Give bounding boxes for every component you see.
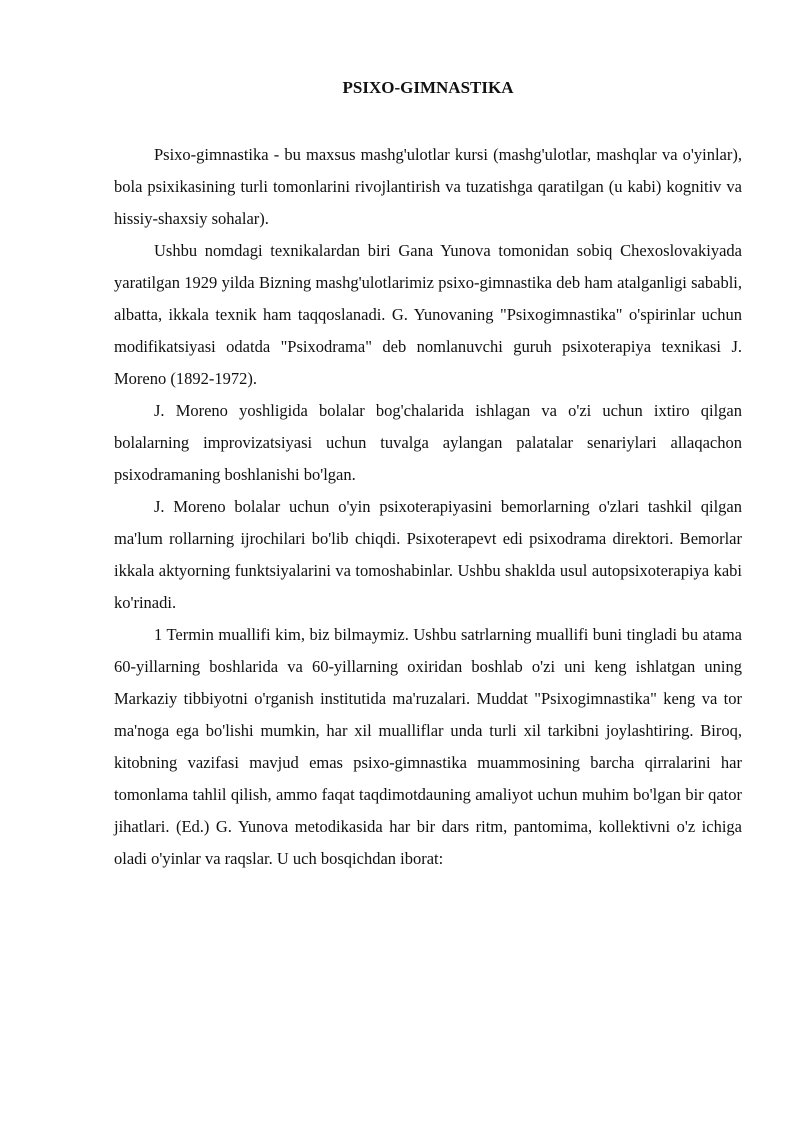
paragraph-definition: Psixo-gimnastika - bu maxsus mashg'ulotlar kursi (mashg'ulotlar, mashqlar va o'yinlar), bola psixikasining turli tomonlarini rivojlantirish va tuzatishga qaratilgan (u kabi) kognitiv va hissiy-shaxsiy sohalar). (114, 145, 742, 228)
document-page (114, 72, 742, 875)
paragraph-moreno-youth: J. Moreno yoshligida bolalar bog'chalarida ishlagan va o'zi uchun ixtiro qilgan bolalarning improvizatsiyasi uchun tuvalga aylangan palatalar senariylari allaqachon psixodramaning boshlanishi bo'lgan. (114, 401, 742, 484)
document-title: PSIXO-GIMNASTIKA (342, 78, 514, 97)
paragraph-term-author: 1 Termin muallifi kim, biz bilmaymiz. Ushbu satrlarning muallifi buni tingladi bu atama 60-yillarning boshlarida va 60-yillarning oxiridan boshlab o'zi uni keng ishlatgan uning Markaziy tibbiyotni o'rganish institutida ma'ruzalari. Muddat "Psixogimnastika" keng va tor ma'noga ega bo'lishi mumkin, har xil mualliflar unda turli xil tarkibni joylashtiring. Biroq, kitobning vazifasi mavjud emas psixo-gimnastika muammosining barcha qirralarini har tomonlama tahlil qilish, ammo faqat taqdimotdauning amaliyot uchun muhim bo'lgan bir qator jihatlari. (Ed.) G. Yunova metodikasida har bir dars ritm, pantomima, kollektivni o'z ichiga oladi o'yinlar va raqslar. U uch bosqichdan iborat: (114, 625, 742, 868)
paragraph-yunova-technique: Ushbu nomdagi texnikalardan biri Gana Yunova tomonidan sobiq Chexoslovakiyada yaratilgan 1929 yilda Bizning mashg'ulotlarimiz psixo-gimnastika deb ham atalganligi sababli, albatta, ikkala texnik ham taqqoslanadi. G. Yunovaning "Psixogimnastika" o'spirinlar uchun modifikatsiyasi odatda "Psixodrama" deb nomlanuvchi guruh psixoterapiya texnikasi J. Moreno (1892-1972). (114, 241, 742, 388)
paragraph-moreno-play-therapy: J. Moreno bolalar uchun o'yin psixoterapiyasini bemorlarning o'zlari tashkil qilgan ma'lum rollarning ijrochilari bo'lib chiqdi. Psixoterapevt edi psixodrama direktori. Bemorlar ikkala aktyorning funktsiyalarini va tomoshabinlar. Ushbu shaklda usul autopsixoterapiya kabi ko'rinadi. (114, 497, 742, 612)
title-spacer (114, 104, 742, 139)
